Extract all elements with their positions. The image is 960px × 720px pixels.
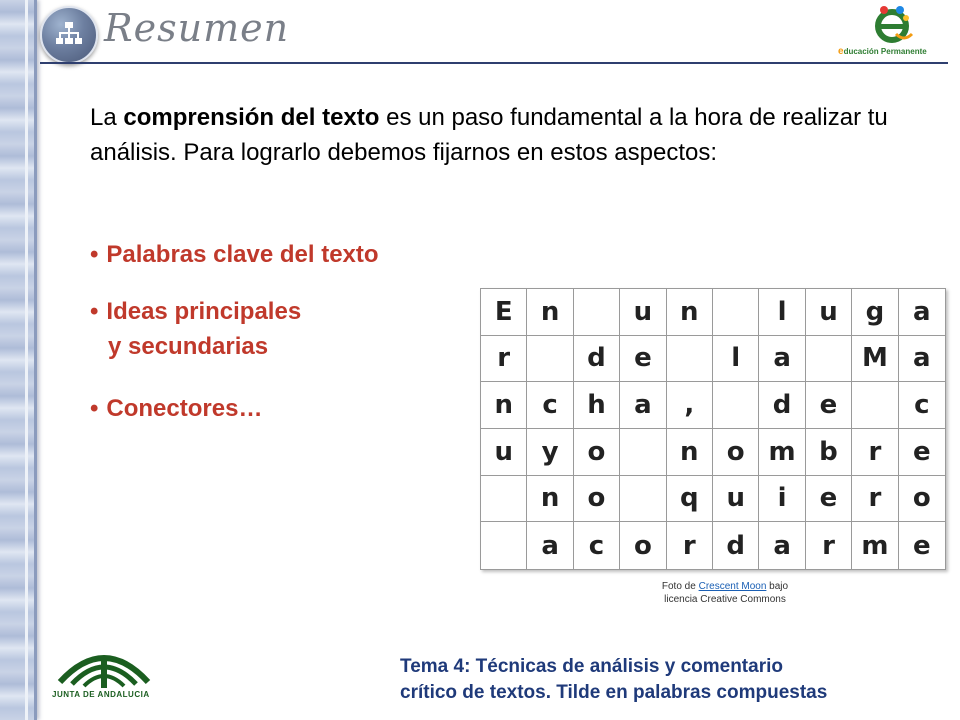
- grid-cell: [713, 382, 759, 429]
- grid-cell: n: [527, 476, 573, 523]
- grid-cell: c: [899, 382, 945, 429]
- credit-license: licencia Creative Commons: [664, 594, 786, 605]
- hierarchy-icon: [40, 6, 98, 64]
- grid-cell: e: [912, 530, 931, 561]
- bullet-dot: •: [90, 241, 99, 268]
- grid-cell: u: [806, 289, 852, 336]
- bullet-label-line2: y secundarias: [108, 333, 269, 360]
- grid-cell: q: [667, 476, 713, 523]
- grid-cell: a: [759, 336, 805, 383]
- credit-prefix: Foto de: [661, 581, 699, 592]
- grid-cell: u: [620, 289, 666, 336]
- word-grid-image: [480, 288, 946, 570]
- grid-cell: d: [713, 522, 759, 569]
- grid-cell: [667, 336, 713, 383]
- grid-cell: o: [574, 476, 620, 523]
- grid-cell: [481, 476, 527, 523]
- grid-cell: c: [574, 522, 620, 569]
- ep-logo-e: e: [838, 46, 844, 57]
- grid-cell: E: [481, 289, 527, 336]
- grid-cell: a: [527, 522, 573, 569]
- grid-cell: e: [806, 476, 852, 523]
- grid-cell: m: [759, 429, 805, 476]
- header-divider: [40, 62, 948, 64]
- intro-bold: comprensión del texto: [123, 104, 380, 131]
- footer-line2: crítico de textos. Tilde en palabras compuestas: [400, 682, 828, 703]
- grid-cell: u: [481, 429, 527, 476]
- grid-cell: n: [667, 289, 713, 336]
- grid-cell: r: [852, 476, 898, 523]
- grid-cell: [620, 429, 666, 476]
- junta-logo-text: JUNTA DE ANDALUCIA: [52, 690, 150, 699]
- grid-cell: [527, 336, 573, 383]
- grid-cell: r: [481, 336, 527, 383]
- grid-cell: a: [620, 382, 666, 429]
- bullet-label: Conectores…: [106, 395, 263, 422]
- grid-cell: e: [620, 336, 666, 383]
- bullet-keywords: [90, 237, 379, 272]
- grid-cell: a: [899, 336, 945, 383]
- grid-cell: g: [852, 289, 898, 336]
- decorative-left-border: [0, 0, 37, 720]
- grid-cell: d: [759, 382, 805, 429]
- bullet-main-ideas: [90, 294, 301, 364]
- grid-cell: h: [574, 382, 620, 429]
- bullet-dot: •: [90, 395, 99, 422]
- grid-cell: M: [852, 336, 898, 383]
- grid-cell: r: [667, 522, 713, 569]
- grid-cell: b: [806, 429, 852, 476]
- bullet-dot: •: [90, 298, 99, 325]
- intro-post: es un paso fundamental a la hora de realizar tu análisis. Para lograrlo debemos fijarnos en estos aspectos:: [90, 104, 888, 166]
- grid-cell: [852, 382, 898, 429]
- grid-cell: e: [899, 429, 945, 476]
- educacion-permanente-text: [838, 46, 927, 57]
- grid-cell: n: [667, 429, 713, 476]
- grid-cell: o: [899, 476, 945, 523]
- grid-cell: r: [852, 429, 898, 476]
- grid-cell: [574, 289, 620, 336]
- bullet-label: Ideas principales: [106, 298, 302, 325]
- ep-logo-text: ducación Permanente: [843, 47, 927, 56]
- grid-cell: i: [759, 476, 805, 523]
- grid-cell: [806, 336, 852, 383]
- page-title: Resumen: [104, 6, 290, 50]
- photo-credit: [600, 580, 850, 606]
- grid-cell: a: [759, 522, 805, 569]
- grid-cell: r: [806, 522, 852, 569]
- grid-cell: [713, 289, 759, 336]
- grid-cell: e: [806, 382, 852, 429]
- grid-cell: c: [527, 382, 573, 429]
- grid-cell: m: [852, 522, 898, 569]
- grid-cell: l: [713, 336, 759, 383]
- grid-cell: [620, 476, 666, 523]
- intro-pre: La: [90, 104, 124, 131]
- bullet-connectors: [90, 391, 262, 426]
- grid-cell: [481, 522, 527, 569]
- credit-suffix: bajo: [766, 581, 789, 592]
- grid-cell: o: [620, 522, 666, 569]
- grid-cell: l: [759, 289, 805, 336]
- footer-topic: [400, 654, 827, 706]
- grid-cell: n: [527, 289, 573, 336]
- grid-cell: d: [574, 336, 620, 383]
- grid-cell: a: [899, 289, 945, 336]
- grid-cell: o: [574, 429, 620, 476]
- credit-link[interactable]: Crescent Moon: [698, 581, 767, 592]
- grid-cell: o: [713, 429, 759, 476]
- grid-cell: n: [481, 382, 527, 429]
- bullet-label: Palabras clave del texto: [106, 241, 379, 268]
- grid-cell: y: [527, 429, 573, 476]
- footer-line1: Tema 4: Técnicas de análisis y comentario: [400, 656, 783, 677]
- intro-paragraph: [90, 100, 890, 170]
- grid-cell: ,: [667, 382, 713, 429]
- grid-cell: u: [713, 476, 759, 523]
